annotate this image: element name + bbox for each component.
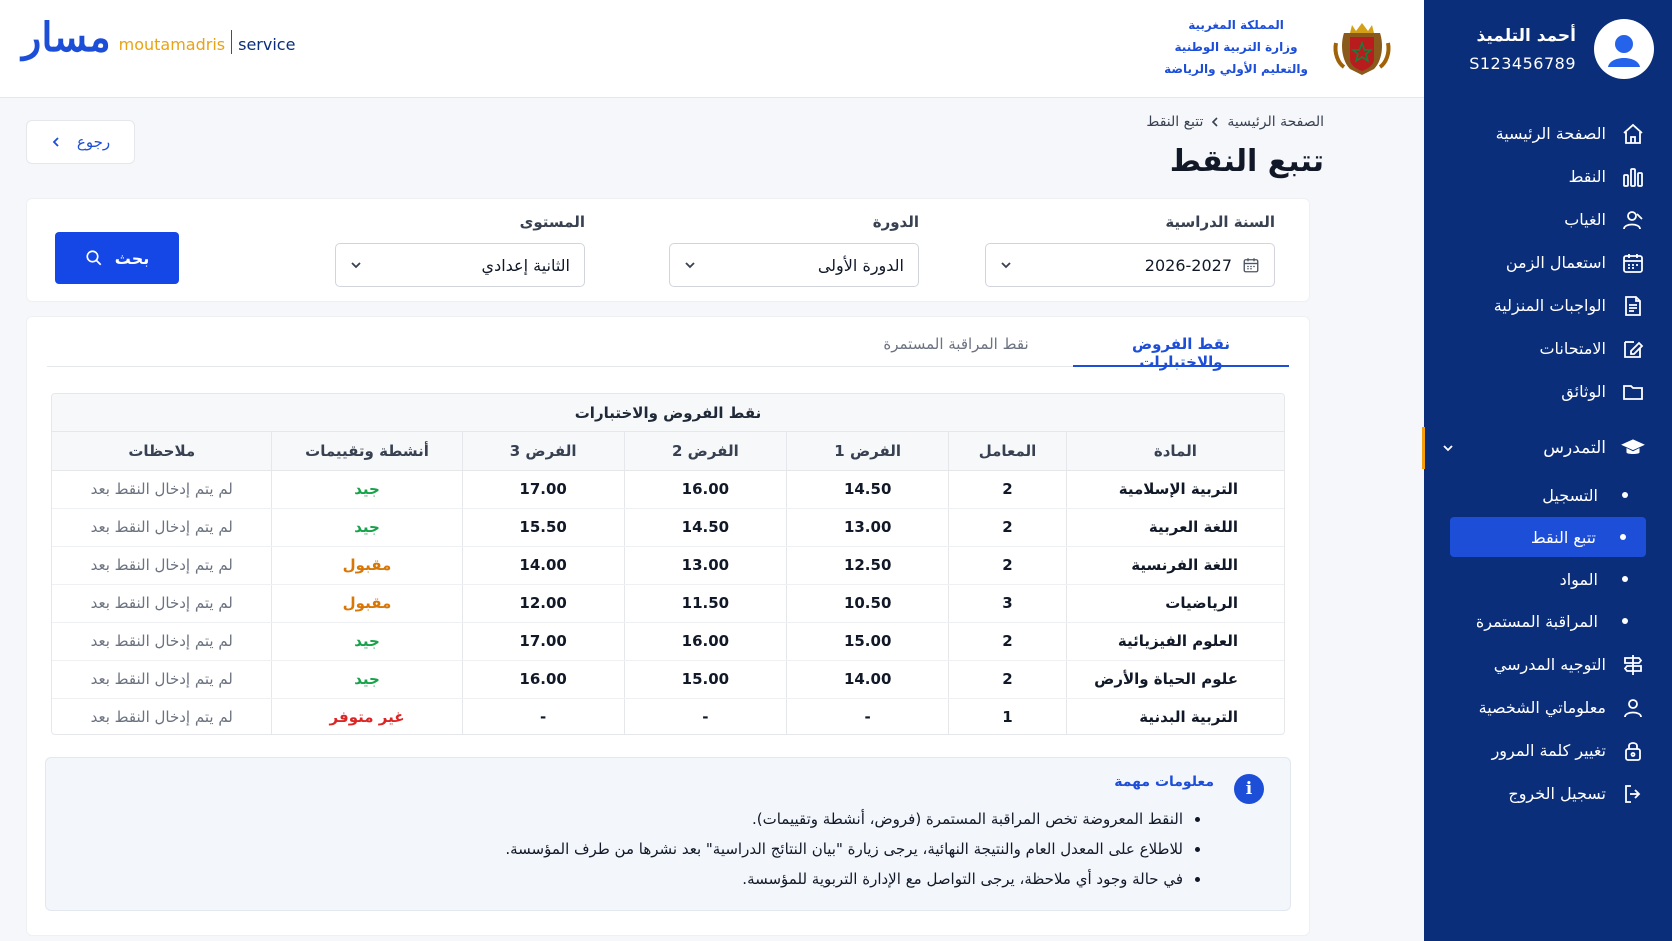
cell-activity: مقبول [272,584,462,622]
sidebar [1424,0,1672,941]
cell-coef: 1 [949,698,1066,735]
cell-test-1: - [787,698,949,735]
level-select[interactable] [335,243,585,287]
cell-activity: غير متوفر [272,698,462,735]
nav-label: الغياب [1564,210,1606,229]
tabs-bar [47,317,1289,371]
search-label: بحث [114,248,150,268]
cell-test-1: 13.00 [787,508,949,546]
nav-label: معلوماتي الشخصية [1478,698,1606,717]
header-activities: أنشطة وتقييمات [272,432,462,470]
nav-item-guidance[interactable] [1424,643,1672,686]
year-select[interactable] [985,243,1275,287]
user-avatar-icon [1602,27,1646,71]
tab-exams[interactable]: نقط الفروض والاختبارات [1073,317,1289,367]
grades-table [51,393,1285,735]
cell-test-2: - [624,698,786,735]
calendar-icon [1620,250,1646,276]
year-value: 2026-2027 [1144,255,1232,275]
cell-subject: اللغة الفرنسية [1066,546,1284,584]
cell-test-3: 16.00 [462,660,624,698]
header-test-3: الفرض 3 [462,432,624,470]
search-button[interactable] [55,232,179,284]
breadcrumb-home[interactable]: الصفحة الرئيسية [1227,114,1324,130]
calendar-icon [1242,256,1260,274]
ministry-line-2: وزارة التربية الوطنية [1174,40,1298,54]
nav-label: التسجيل [1542,485,1598,505]
coat-of-arms-icon [1330,15,1394,79]
cell-note: لم يتم إدخال النقط بعد [52,584,272,622]
cell-subject: الرياضيات [1066,584,1284,622]
cell-test-3: 17.00 [462,622,624,660]
cell-activity: جيد [272,622,462,660]
cell-activity: جيد [272,508,462,546]
chevron-left-icon [51,136,61,148]
nav-label: المواد [1559,569,1598,589]
folder-icon [1620,379,1646,405]
cell-note: لم يتم إدخال النقط بعد [90,708,233,727]
nav-item-profile[interactable] [1424,686,1672,729]
cell-test-2: 16.00 [624,470,786,508]
table-row [52,622,1284,660]
cell-test-2: 11.50 [624,584,786,622]
breadcrumb [1146,114,1324,130]
level-label: المستوى [519,213,585,231]
header-coef: المعامل [949,432,1066,470]
list-item [505,834,1200,864]
cell-subject: علوم الحياة والأرض [1066,660,1284,698]
nav-label: المراقبة المستمرة [1475,611,1598,631]
bullet-icon [1622,492,1628,498]
cell-coef: 2 [949,508,1066,546]
bullet-icon [1195,817,1200,822]
info-text: النقط المعروضة تخص المراقبة المستمرة (فروض، أنشطة وتقييمات). [752,810,1183,828]
cell-test-1: 14.50 [787,470,949,508]
header-notes: ملاحظات [52,432,272,470]
main-nav [1424,112,1672,815]
cell-coef: 2 [949,470,1066,508]
ministry-line-3: والتعليم الأولي والرياضة [1164,62,1308,76]
brand-service: service [238,35,296,54]
cell-test-3: 17.00 [462,470,624,508]
cell-test-3: 12.00 [462,584,624,622]
cell-coef: 2 [949,622,1066,660]
cell-coef: 2 [949,660,1066,698]
nav-label: الواجبات المنزلية [1493,296,1606,315]
bullet-icon [1620,534,1626,540]
back-label: رجوع [76,133,111,151]
chevron-down-icon[interactable] [1440,442,1456,454]
cell-test-1: 12.50 [787,546,949,584]
grades-card [26,316,1310,936]
header-test-1: الفرض 1 [787,432,949,470]
cell-subject: التربية البدنية [1066,698,1284,735]
cell-test-2: 13.00 [624,546,786,584]
info-title: معلومات مهمة [1114,774,1214,790]
nav-label: الوثائق [1561,382,1606,401]
cell-test-2: 14.50 [624,508,786,546]
cell-coef: 2 [949,546,1066,584]
info-box [45,757,1291,911]
cell-note: لم يتم إدخال النقط بعد [52,470,272,508]
cell-activity: جيد [272,470,462,508]
lock-icon [1620,738,1646,764]
home-icon [1620,121,1646,147]
ministry-block [1164,14,1394,80]
nav-label: تتبع النقط [1530,527,1596,547]
document-icon [1620,293,1646,319]
bullet-icon [1622,576,1628,582]
nav-item-logout[interactable] [1424,772,1672,815]
filter-level [335,213,585,287]
chevron-down-icon [1000,259,1012,271]
year-label: السنة الدراسية [1165,213,1275,231]
user-profile [1424,0,1672,98]
nav-label: التوجيه المدرسي [1493,655,1606,674]
brand-divider [231,30,232,54]
nav-subitem-registration[interactable] [1450,475,1648,515]
table-row [52,660,1284,698]
user-icon [1620,695,1646,721]
table-row [52,546,1284,584]
graduation-cap-icon [1620,435,1646,461]
tab-continuous[interactable]: نقط المراقبة المستمرة [883,335,1029,353]
table-header-row [52,432,1284,470]
nav-label: التمدرس [1543,438,1606,458]
nav-item-exams[interactable] [1424,327,1672,370]
cell-subject: اللغة العربية [1066,508,1284,546]
user-id: S123456789 [1469,53,1576,73]
cell-test-1: 10.50 [787,584,949,622]
avatar[interactable] [1594,19,1654,79]
period-select[interactable] [669,243,919,287]
period-value: الدورة الأولى [817,255,904,275]
nav-label: تغيير كلمة المرور [1491,741,1606,760]
cell-test-2: 15.00 [624,660,786,698]
nav-subitem-grade-tracking[interactable] [1450,517,1646,557]
info-text: في حالة وجود أي ملاحظة، يرجى التواصل مع الإدارة التربوية للمؤسسة. [742,870,1183,888]
cell-test-3: 15.50 [462,508,624,546]
info-text: للاطلاع على المعدل العام والنتيجة النهائية، يرجى زيارة "بيان النتائج الدراسية" بعد نشرها من طرف المؤسسة. [505,840,1183,858]
nav-label: تسجيل الخروج [1508,784,1606,803]
period-label: الدورة [872,213,919,231]
back-button[interactable] [26,120,135,164]
user-check-icon [1620,207,1646,233]
header-test-2: الفرض 2 [624,432,786,470]
cell-note: لم يتم إدخال النقط بعد [52,660,272,698]
brand-logo[interactable] [22,14,296,61]
cell-note: لم يتم إدخال النقط بعد [52,622,272,660]
cell-test-3: - [462,698,624,735]
cell-note: لم يتم إدخال النقط بعد [52,508,272,546]
cell-coef: 3 [949,584,1066,622]
table-row [52,584,1284,622]
nav-item-password[interactable] [1424,729,1672,772]
bullet-icon [1195,847,1200,852]
signpost-icon [1620,652,1646,678]
nav-item-homework[interactable] [1424,284,1672,327]
nav-label: الامتحانات [1539,339,1606,358]
nav-item-timetable[interactable] [1424,241,1672,284]
bar-chart-icon [1620,164,1646,190]
page-title: تتبع النقط [1169,144,1324,179]
top-header [0,0,1424,98]
chevron-down-icon [350,259,362,271]
brand-arabic: مسار [22,14,111,61]
nav-subitem-continuous[interactable] [1450,601,1648,641]
bullet-icon [1622,618,1628,624]
cell-note: لم يتم إدخال النقط بعد [52,546,272,584]
cell-test-2: 16.00 [624,622,786,660]
ministry-line-1: المملكة المغربية [1188,18,1284,32]
table-row [52,508,1284,546]
logout-icon [1620,781,1646,807]
info-icon: i [1234,774,1264,804]
main-content [0,98,1424,941]
cell-test-1: 14.00 [787,660,949,698]
nav-item-absence[interactable] [1424,198,1672,241]
list-item [505,804,1200,834]
cell-activity: جيد [272,660,462,698]
table-title: نقط الفروض والاختبارات [52,394,1284,432]
cell-subject: العلوم الفيزيائية [1066,622,1284,660]
nav-label: النقط [1568,167,1606,186]
bullet-icon [1195,877,1200,882]
brand-latin: moutamadris [118,35,226,54]
nav-item-documents[interactable] [1424,370,1672,413]
filter-period [669,213,919,287]
header-subject: المادة [1066,432,1284,470]
user-name: أحمد التلميذ [1476,25,1576,46]
nav-label: استعمال الزمن [1505,253,1606,272]
list-item [505,864,1200,894]
filters-panel [26,198,1310,302]
table-row [52,470,1284,508]
cell-activity: مقبول [272,546,462,584]
nav-item-grades[interactable] [1424,155,1672,198]
chevron-left-icon [1211,117,1219,127]
cell-subject: التربية الإسلامية [1066,470,1284,508]
chevron-down-icon [684,259,696,271]
search-icon [85,249,103,267]
level-value: الثانية إعدادي [481,255,570,275]
cell-test-3: 14.00 [462,546,624,584]
cell-test-1: 15.00 [787,622,949,660]
edit-icon [1620,336,1646,362]
breadcrumb-current: تتبع النقط [1146,114,1204,130]
table-row [52,698,1284,735]
nav-label: الصفحة الرئيسية [1495,124,1606,143]
filter-year [985,213,1275,287]
nav-subitem-subjects[interactable] [1450,559,1648,599]
nav-item-schooling[interactable] [1424,423,1672,473]
info-list [505,804,1200,894]
nav-item-home[interactable] [1424,112,1672,155]
